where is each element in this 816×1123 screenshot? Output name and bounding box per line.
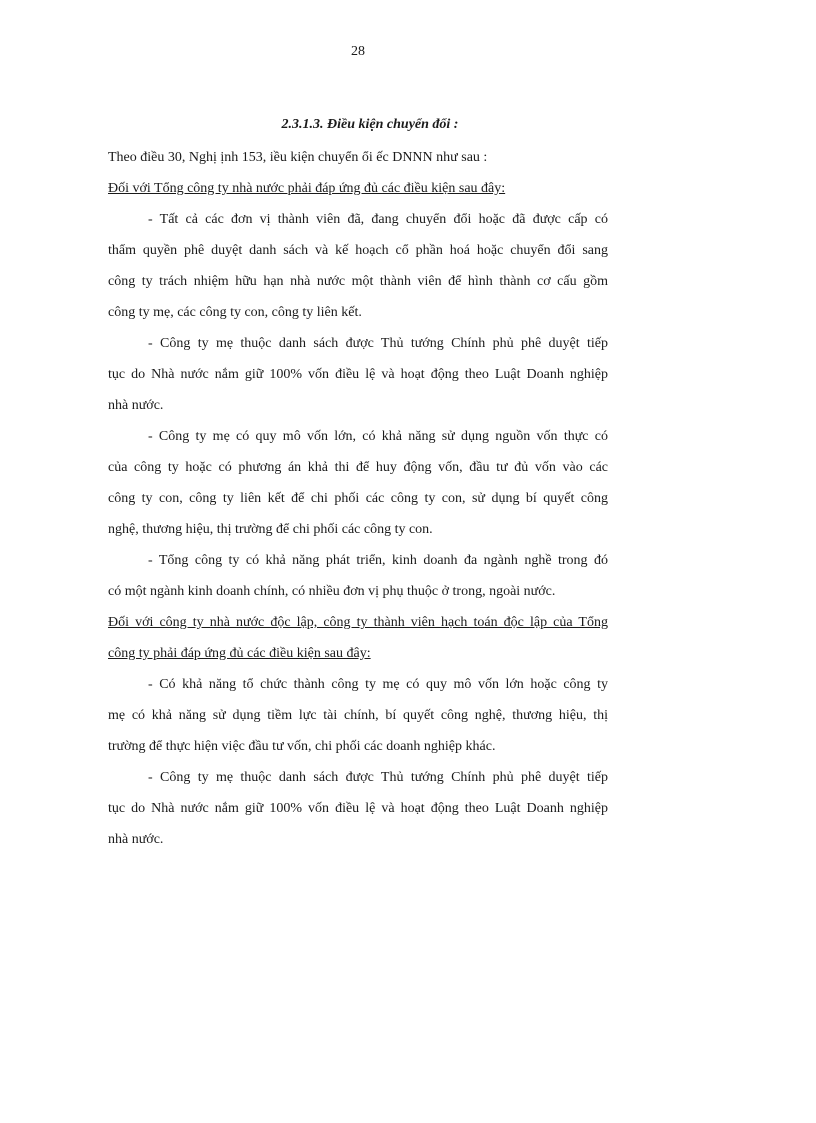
section1-item-1 [108, 204, 608, 328]
paragraph-line: - Công ty mẹ có quy mô vốn lớn, có khả năng sử dụng nguồn vốn thực có [148, 429, 608, 444]
paragraph-line: nhà nước. [108, 832, 164, 847]
paragraph-line: công ty mẹ, các công ty con, công ty liên kết. [108, 305, 362, 320]
document-body [108, 173, 608, 855]
paragraph-line: - Tất cả các đơn vị thành viên đã, đang chuyển đổi hoặc đã được cấp có [148, 212, 608, 227]
paragraph-line: có một ngành kinh doanh chính, có nhiều đơn vị phụ thuộc ở trong, ngoài nước. [108, 584, 556, 599]
section2-title-line: Đối với công ty nhà nước độc lập, công ty thành viên hạch toán độc lập của Tổng [108, 615, 608, 630]
intro-paragraph: Theo điều 30, Nghị ịnh 153, iều kiện chuyển ổi ếc DNNN như sau : [108, 150, 488, 165]
paragraph-line: tục do Nhà nước nắm giữ 100% vốn điều lệ và hoạt động theo Luật Doanh nghiệp [108, 367, 608, 382]
paragraph-line: nhà nước. [108, 398, 164, 413]
paragraph-line: mẹ có khả năng sử dụng tiềm lực tài chính, bí quyết công nghệ, thương hiệu, thị [108, 708, 608, 723]
section2-title-line: công ty phải đáp ứng đủ các điều kiện sau đây: [108, 646, 371, 661]
section1-item-3 [108, 421, 608, 545]
section-heading: 2.3.1.3. Điều kiện chuyển đổi : [281, 117, 459, 132]
section1-title: Đối với Tổng công ty nhà nước phải đáp ứng đủ các điều kiện sau đây: [108, 181, 506, 196]
paragraph-line: - Công ty mẹ thuộc danh sách được Thủ tướng Chính phủ phê duyệt tiếp [148, 336, 608, 351]
paragraph-line: nghệ, thương hiệu, thị trường để chi phối các công ty con. [108, 522, 433, 537]
paragraph-line: tục do Nhà nước nắm giữ 100% vốn điều lệ và hoạt động theo Luật Doanh nghiệp [108, 801, 608, 816]
section2-item-1 [108, 669, 608, 762]
paragraph-line: - Có khả năng tổ chức thành công ty mẹ có quy mô vốn lớn hoặc công ty [148, 677, 608, 692]
paragraph-line: công ty trách nhiệm hữu hạn nhà nước một thành viên để hình thành cơ cấu gồm [108, 274, 608, 289]
section1-item-2 [108, 328, 608, 421]
section2-item-2 [108, 762, 608, 855]
paragraph-line: trường để thực hiện việc đầu tư vốn, chi phối các doanh nghiệp khác. [108, 739, 496, 754]
paragraph-line: - Tổng công ty có khả năng phát triển, kinh doanh đa ngành nghề trong đó [148, 553, 608, 568]
paragraph-line: của công ty hoặc có phương án khả thi để huy động vốn, đầu tư đủ vốn vào các [108, 460, 608, 475]
paragraph-line: - Công ty mẹ thuộc danh sách được Thủ tướng Chính phủ phê duyệt tiếp [148, 770, 608, 785]
section1-item-4 [108, 545, 608, 607]
paragraph-line: công ty con, công ty liên kết để chi phối các công ty con, sử dụng bí quyết công [108, 491, 608, 506]
paragraph-line: thẩm quyền phê duyệt danh sách và kế hoạch cổ phần hoá hoặc chuyển đổi sang [108, 243, 608, 258]
page-number: 28 [351, 44, 365, 59]
section2-title [108, 607, 608, 669]
